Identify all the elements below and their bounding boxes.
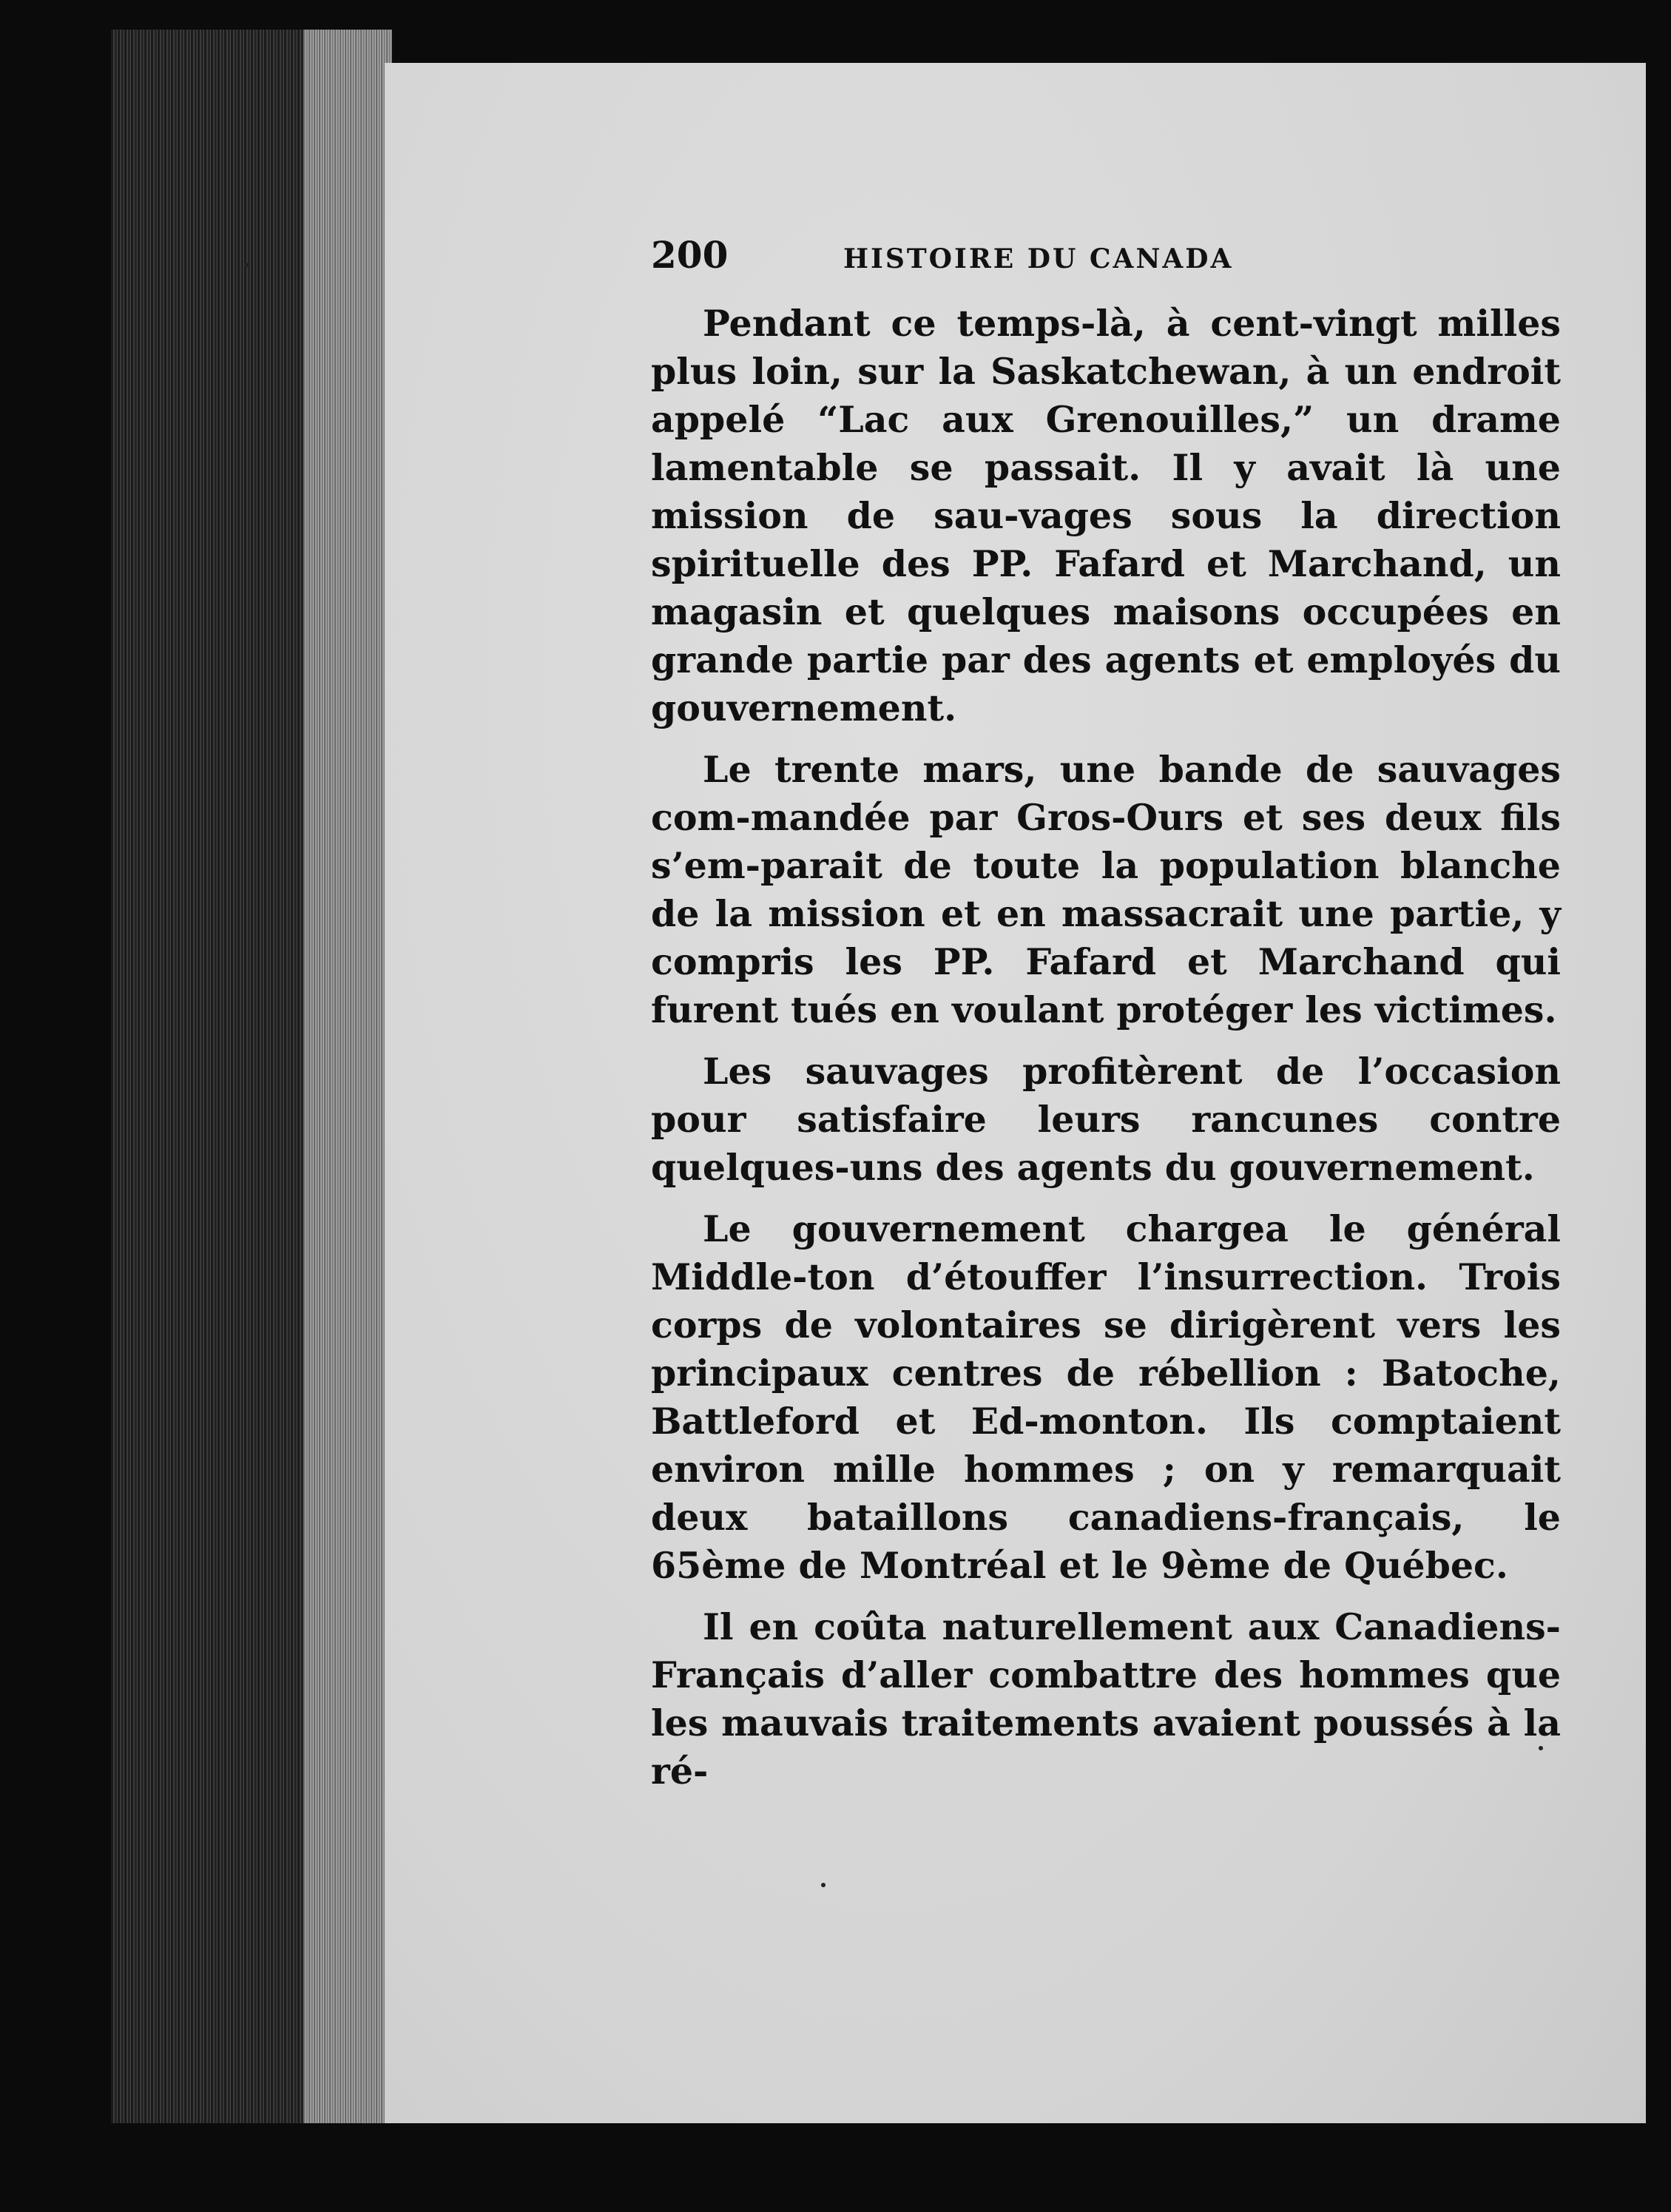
paragraph: Les sauvages profitèrent de l’occasion pour satisfaire leurs rancunes contre quelques-uns des agents du gouvernement. <box>651 1050 1561 1189</box>
paragraph: Il en coûta naturellement aux Canadiens-Français d’aller combattre des hommes que les mauvais traitements avaient poussés à la ré- <box>651 1605 1561 1793</box>
dust-speck <box>821 1883 826 1887</box>
book-page <box>385 63 1646 2123</box>
dust-speck <box>1539 1746 1543 1750</box>
dust-speck <box>244 263 249 267</box>
page-edges-highlight <box>303 30 392 2123</box>
page-content <box>651 233 1561 1809</box>
paragraph: Pendant ce temps-là, à cent-vingt milles plus loin, sur la Saskatchewan, à un endroit appelé “Lac aux Grenouilles,” un drame lamentable se passait. Il y avait là une mission de sau-vages sous la direction spirituelle des PP. Fafard et Marchand, un magasin et quelques maisons occupées en grande partie par des agents et employés du gouvernement. <box>651 302 1561 729</box>
running-title: HISTOIRE DU CANADA <box>843 243 1234 274</box>
body-text <box>651 300 1561 1795</box>
paragraph: Le gouvernement chargea le général Middle-ton d’étouffer l’insurrection. Trois corps de volontaires se dirigèrent vers les principaux centres de rébellion : Batoche, Battleford et Ed-monton. Ils comptaient environ mille hommes ; on y remarquait deux bataillons canadiens-français, le 65ème de Montréal et le 9ème de Québec. <box>651 1207 1561 1587</box>
running-head <box>651 233 1561 285</box>
paragraph: Le trente mars, une bande de sauvages com-mandée par Gros-Ours et ses deux fils s’em-parait de toute la population blanche de la mission et en massacrait une partie, y compris les PP. Fafard et Marchand qui furent tués en voulant protéger les victimes. <box>651 748 1561 1031</box>
page-number: 200 <box>651 233 729 277</box>
book-page-edges <box>111 30 392 2123</box>
